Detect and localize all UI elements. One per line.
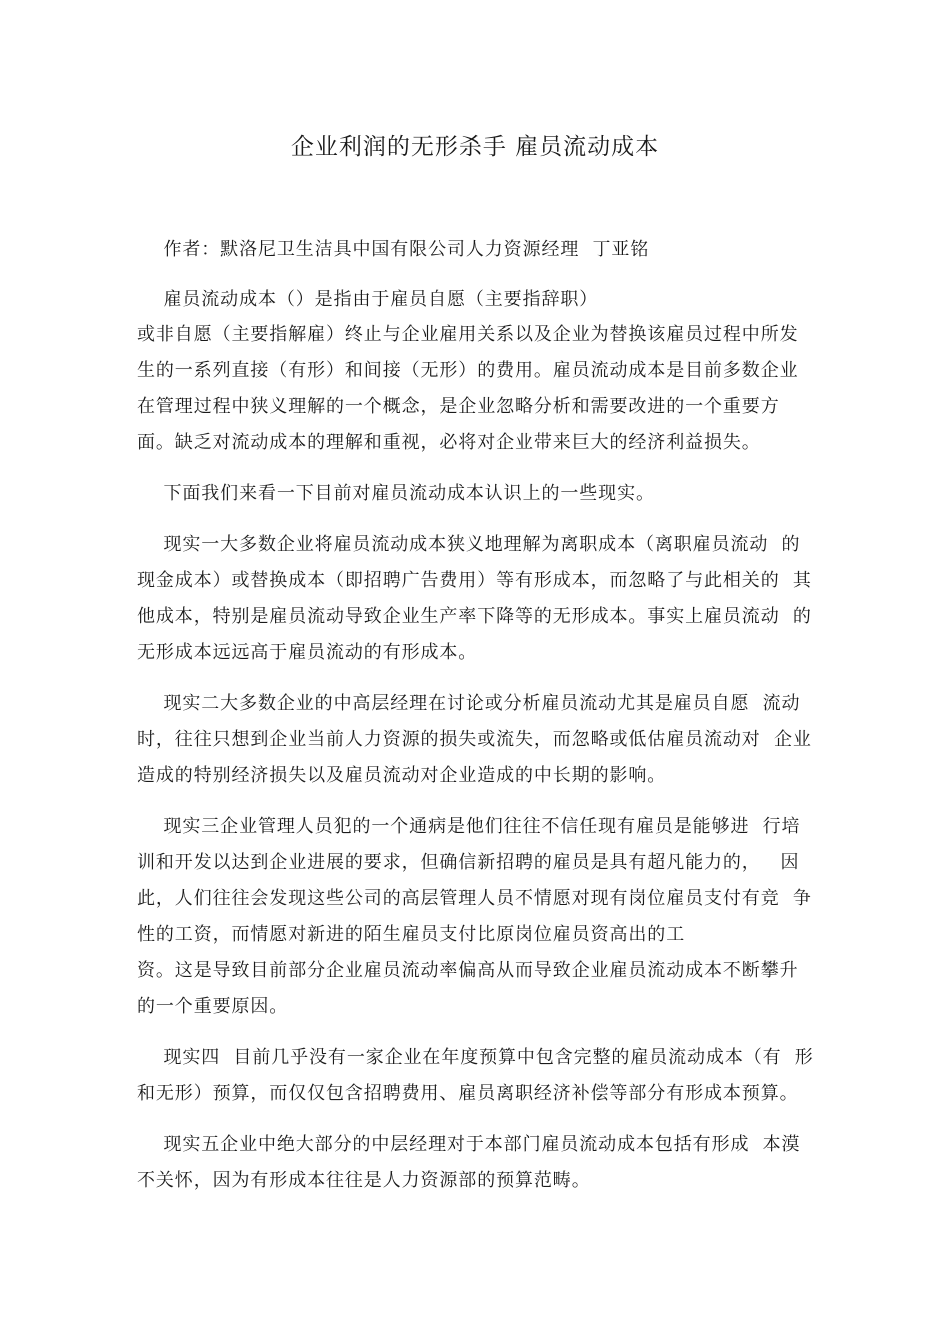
paragraph-line: 生的一系列直接（有形）和间接（无形）的费用。雇员流动成本是目前多数企业 xyxy=(137,360,799,381)
paragraph-line: 现实二大多数企业的中高层经理在讨论或分析雇员流动尤其是雇员自愿 流动 xyxy=(137,693,801,714)
paragraph-line: 现实一大多数企业将雇员流动成本狭义地理解为离职成本（离职雇员流动 的 xyxy=(137,534,801,555)
paragraph-line: 不关怀，因为有形成本往往是人力资源部的预算范畴。 xyxy=(137,1170,591,1191)
paragraph-line: 现实四 目前几乎没有一家企业在年度预算中包含完整的雇员流动成本（有 形 xyxy=(137,1047,814,1068)
paragraph-line: 他成本，特别是雇员流动导致企业生产率下降等的无形成本。事实上雇员流动 的 xyxy=(137,606,812,627)
paragraph-line: 训和开发以达到企业进展的要求，但确信新招聘的雇员是具有超凡能力的， 因 xyxy=(137,852,800,873)
paragraph-line: 此，人们往往会发现这些公司的高层管理人员不情愿对现有岗位雇员支付有竞 争 xyxy=(137,888,812,909)
paragraph-line: 的一个重要原因。 xyxy=(137,996,289,1017)
author-line: 作者：默洛尼卫生洁具中国有限公司人力资源经理 丁亚铭 xyxy=(137,239,650,260)
paragraph-line: 现实五企业中绝大部分的中层经理对于本部门雇员流动成本包括有形成 本漠 xyxy=(137,1134,801,1155)
paragraph-line: 时，往往只想到企业当前人力资源的损失或流失，而忽略或低估雇员流动对 企业 xyxy=(137,729,812,750)
paragraph-line: 下面我们来看一下目前对雇员流动成本认识上的一些现实。 xyxy=(137,483,655,504)
document-title: 企业利润的无形杀手 雇员流动成本 xyxy=(290,134,660,160)
paragraph-line: 现实三企业管理人员犯的一个通病是他们往往不信任现有雇员是能够进 行培 xyxy=(137,816,801,837)
paragraph-line: 造成的特别经济损失以及雇员流动对企业造成的中长期的影响。 xyxy=(137,765,667,786)
paragraph-line: 或非自愿（主要指解雇）终止与企业雇用关系以及企业为替换该雇员过程中所发 xyxy=(137,324,799,345)
paragraph-line: 性的工资，而情愿对新进的陌生雇员支付比原岗位雇员资高出的工 xyxy=(137,924,686,945)
paragraph-line: 无形成本远远高于雇员流动的有形成本。 xyxy=(137,642,478,663)
paragraph-line: 雇员流动成本（）是指由于雇员自愿（主要指辞职） xyxy=(137,289,599,310)
paragraph-line: 和无形）预算，而仅仅包含招聘费用、雇员离职经济补偿等部分有形成本预算。 xyxy=(137,1083,799,1104)
paragraph-line: 资。这是导致目前部分企业雇员流动率偏高从而导致企业雇员流动成本不断攀升 xyxy=(137,960,799,981)
paragraph-line: 现金成本）或替换成本（即招聘广告费用）等有形成本，而忽略了与此相关的 其 xyxy=(137,570,812,591)
paragraph-line: 面。缺乏对流动成本的理解和重视，必将对企业带来巨大的经济利益损失。 xyxy=(137,432,761,453)
paragraph-line: 在管理过程中狭义理解的一个概念，是企业忽略分析和需要改进的一个重要方 xyxy=(137,396,780,417)
